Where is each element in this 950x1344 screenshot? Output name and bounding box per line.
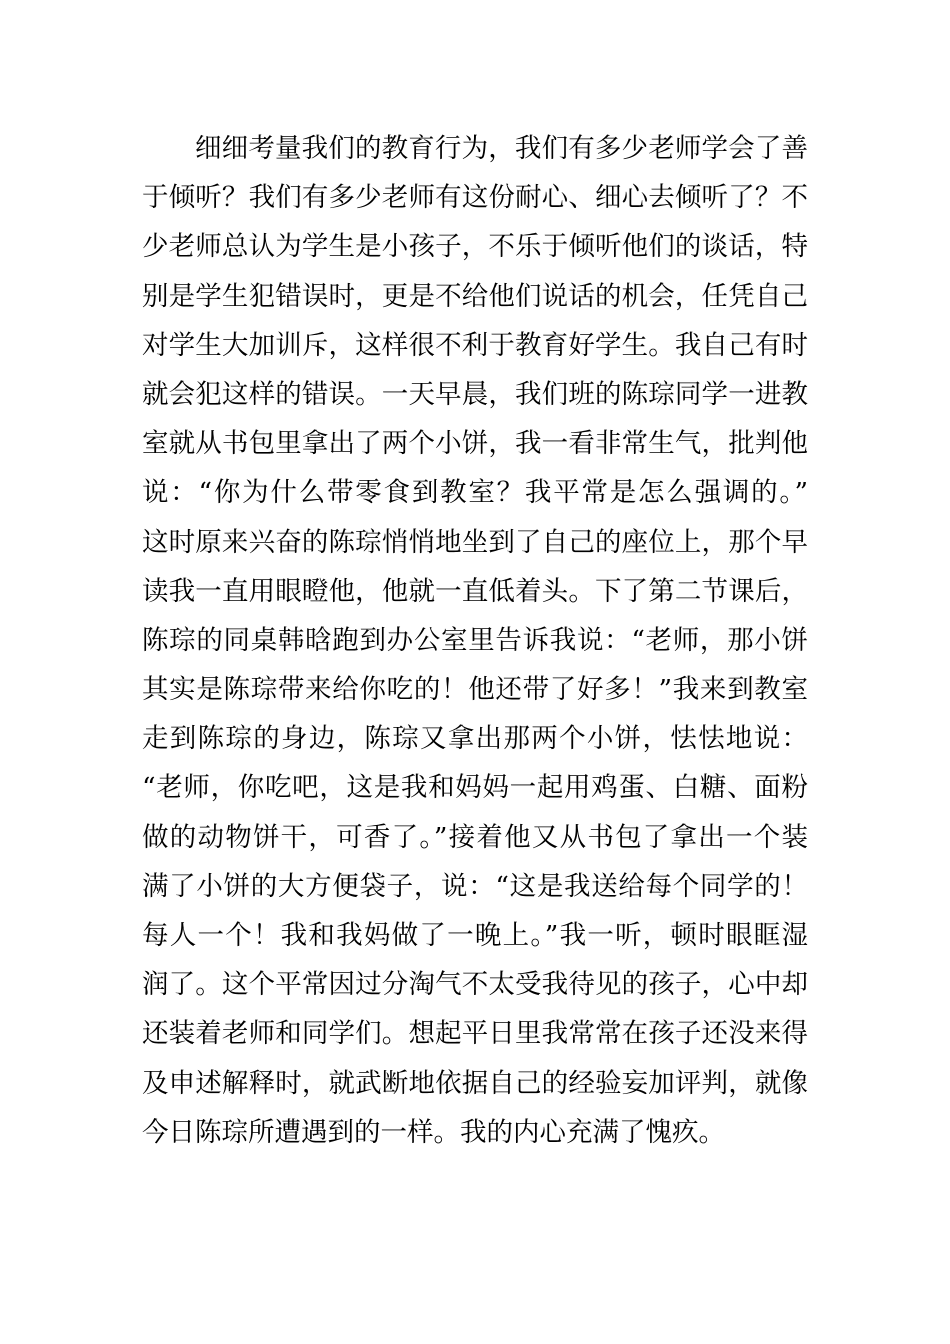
paragraph-line: 润了。这个平常因过分淘气不太受我待见的孩子，心中却 <box>142 969 808 1001</box>
paragraph-line: 室就从书包里拿出了两个小饼，我一看非常生气，批判他 <box>142 428 808 460</box>
paragraph-line: 别是学生犯错误时，更是不给他们说话的机会，任凭自己 <box>142 280 808 312</box>
paragraph-line: 其实是陈琮带来给你吃的！他还带了好多！”我来到教室 <box>142 674 808 706</box>
paragraph-line: 还装着老师和同学们。想起平日里我常常在孩子还没来得 <box>142 1018 808 1050</box>
paragraph-line: 对学生大加训斥，这样很不利于教育好学生。我自己有时 <box>142 329 808 361</box>
paragraph-line: 今日陈琮所遭遇到的一样。我的内心充满了愧疚。 <box>142 1116 725 1148</box>
paragraph-line: “老师，你吃吧，这是我和妈妈一起用鸡蛋、白糖、面粉 <box>142 772 808 804</box>
paragraph-line: 做的动物饼干，可香了。”接着他又从书包了拿出一个装 <box>142 821 808 853</box>
paragraph-line: 这时原来兴奋的陈琮悄悄地坐到了自己的座位上，那个早 <box>142 526 808 558</box>
paragraph-line: 陈琮的同桌韩晗跑到办公室里告诉我说：“老师，那小饼 <box>142 624 808 656</box>
paragraph-line: 及申述解释时，就武断地依据自己的经验妄加评判，就像 <box>142 1067 808 1099</box>
paragraph-line: 于倾听？我们有多少老师有这份耐心、细心去倾听了？不 <box>142 182 808 214</box>
paragraph-line: 走到陈琮的身边，陈琮又拿出那两个小饼，怯怯地说： <box>142 723 808 755</box>
paragraph-line: 就会犯这样的错误。一天早晨，我们班的陈琮同学一进教 <box>142 378 808 410</box>
body-paragraph <box>142 124 808 1157</box>
paragraph-line: 满了小饼的大方便袋子，说：“这是我送给每个同学的！ <box>142 870 808 902</box>
paragraph-line: 少老师总认为学生是小孩子，不乐于倾听他们的谈话，特 <box>142 231 808 263</box>
paragraph-line: 说：“你为什么带零食到教室？我平常是怎么强调的。” <box>142 477 808 509</box>
paragraph-line: 读我一直用眼瞪他，他就一直低着头。下了第二节课后， <box>142 575 808 607</box>
paragraph-line: 每人一个！我和我妈做了一晚上。”我一听，顿时眼眶湿 <box>142 920 808 951</box>
paragraph-line: 细细考量我们的教育行为，我们有多少老师学会了善 <box>195 133 808 164</box>
